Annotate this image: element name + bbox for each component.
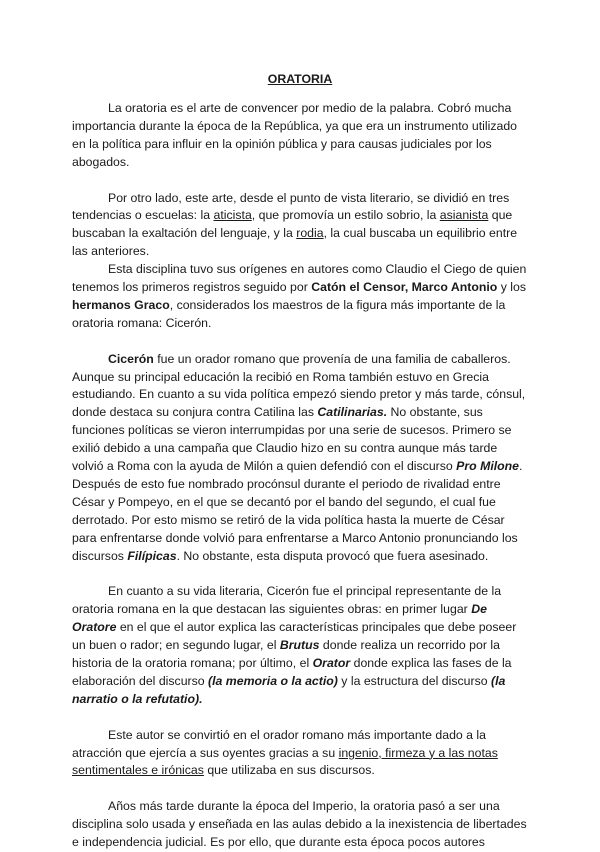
work-catilinarias: Catilinarias. [317,405,388,420]
paragraph-empire: Años más tarde durante la época del Imperio, la oratoria pasó a ser una disciplina solo usada y enseñada en las aulas debido a la inexistencia de libertades e independencia judicial. Es por ello, que durante esta época pocos autores [72,799,527,850]
paragraph-schools: Por otro lado, este arte, desde el punto de vista literario, se dividió en tres tendencias o escuelas: la aticista, que promovía un estilo sobrio, la asianista que buscaban la exaltación del lenguaje, y la rodia, la cual buscaba un equilibrio entre las anteriores. [72,190,518,259]
phrase-memoria-actio: (la memoria o la actio) [208,673,338,688]
phrase-narratio-refutatio: (la narratio o la refutatio). [72,673,506,706]
work-orator: Orator [312,656,351,671]
term-aticista: aticista [213,208,252,223]
paragraph-definition: La oratoria es el arte de convencer por medio de la palabra. Cobró mucha importancia durante la época de la República, ya que era un instrumento utilizado en la política para influir en la opinión pública y para causas judiciales por los abogados. [72,101,518,169]
name-caton: Catón el Censor, Marco Antonio [311,280,498,295]
paragraph-importance: Este autor se convirtió en el orador romano más importante dado a la atracción que ejercía a sus oyentes gracias a su ingenio, firmeza y a las notas sentimentales e irónicas que utilizaba en sus discursos. [72,727,498,778]
work-brutus: Brutus [279,638,320,653]
name-gracos: hermanos Graco [72,297,170,312]
term-asianista: asianista [439,208,489,223]
work-filipicas: Filípicas [127,548,177,563]
paragraph-origins: Esta disciplina tuvo sus orígenes en autores como Claudio el Ciego de quien tenemos los primeros registros seguido por Catón el Censor, Marco Antonio y los hermanos Graco, considerados los maestros de la figura más importante de la oratoria romana: Cicerón. [72,262,527,330]
document-title: ORATORIA [267,72,333,86]
paragraph-ciceron-literary: En cuanto a su vida literaria, Cicerón fue el principal representante de la oratoria romana en la que destacan las siguientes obras: en primer lugar De Oratore en el que el autor explica las características principales que debe poseer un buen o rador; en segundo lugar, el Brutus donde realiza un recorrido por la historia de la oratoria romana; por último, el Orator donde explica las fases de la elaboración del discurso (la memoria o la actio) y la estructura del discurso (la narratio o la refutatio). [72,584,517,706]
name-ciceron: Cicerón [108,351,154,366]
paragraph-ciceron-political: Cicerón fue un orador romano que provenía de una familia de caballeros. Aunque su principal educación la recibió en Roma también estuvo en Grecia estudiando. En cuanto a su vida política empezó siendo pretor y más tarde, cónsul, donde destaca su conjura contra Catilina las Catilinarias. No obstante, sus funciones políticas se vieron interrumpidas por una serie de sucesos. Primero se exilió debido a una campaña que Claudio hizo en su contra aunque más tarde volvió a Roma con la ayuda de Milón a quien defendió con el discurso Pro Milone. Después de esto fue nombrado procónsul durante el periodo de rivalidad entre César y Pompeyo, en el que se decantó por el bando del segundo, el cual fue derrotado. Por esto mismo se retiró de la vida política hasta la muerte de César para enfrentarse donde volvió para enfrentarse a Marco Antonio pronunciando los discursos Filípicas. No obstante, esta disputa provocó que fuera asesinado. [72,351,526,563]
term-rodia: rodia [296,226,324,241]
work-de-oratore: De Oratore [72,602,487,635]
phrase-ingenio: ingenio, firmeza y a las notas sentimentales e irónicas [72,745,498,778]
work-pro-milone: Pro Milone [456,459,520,474]
